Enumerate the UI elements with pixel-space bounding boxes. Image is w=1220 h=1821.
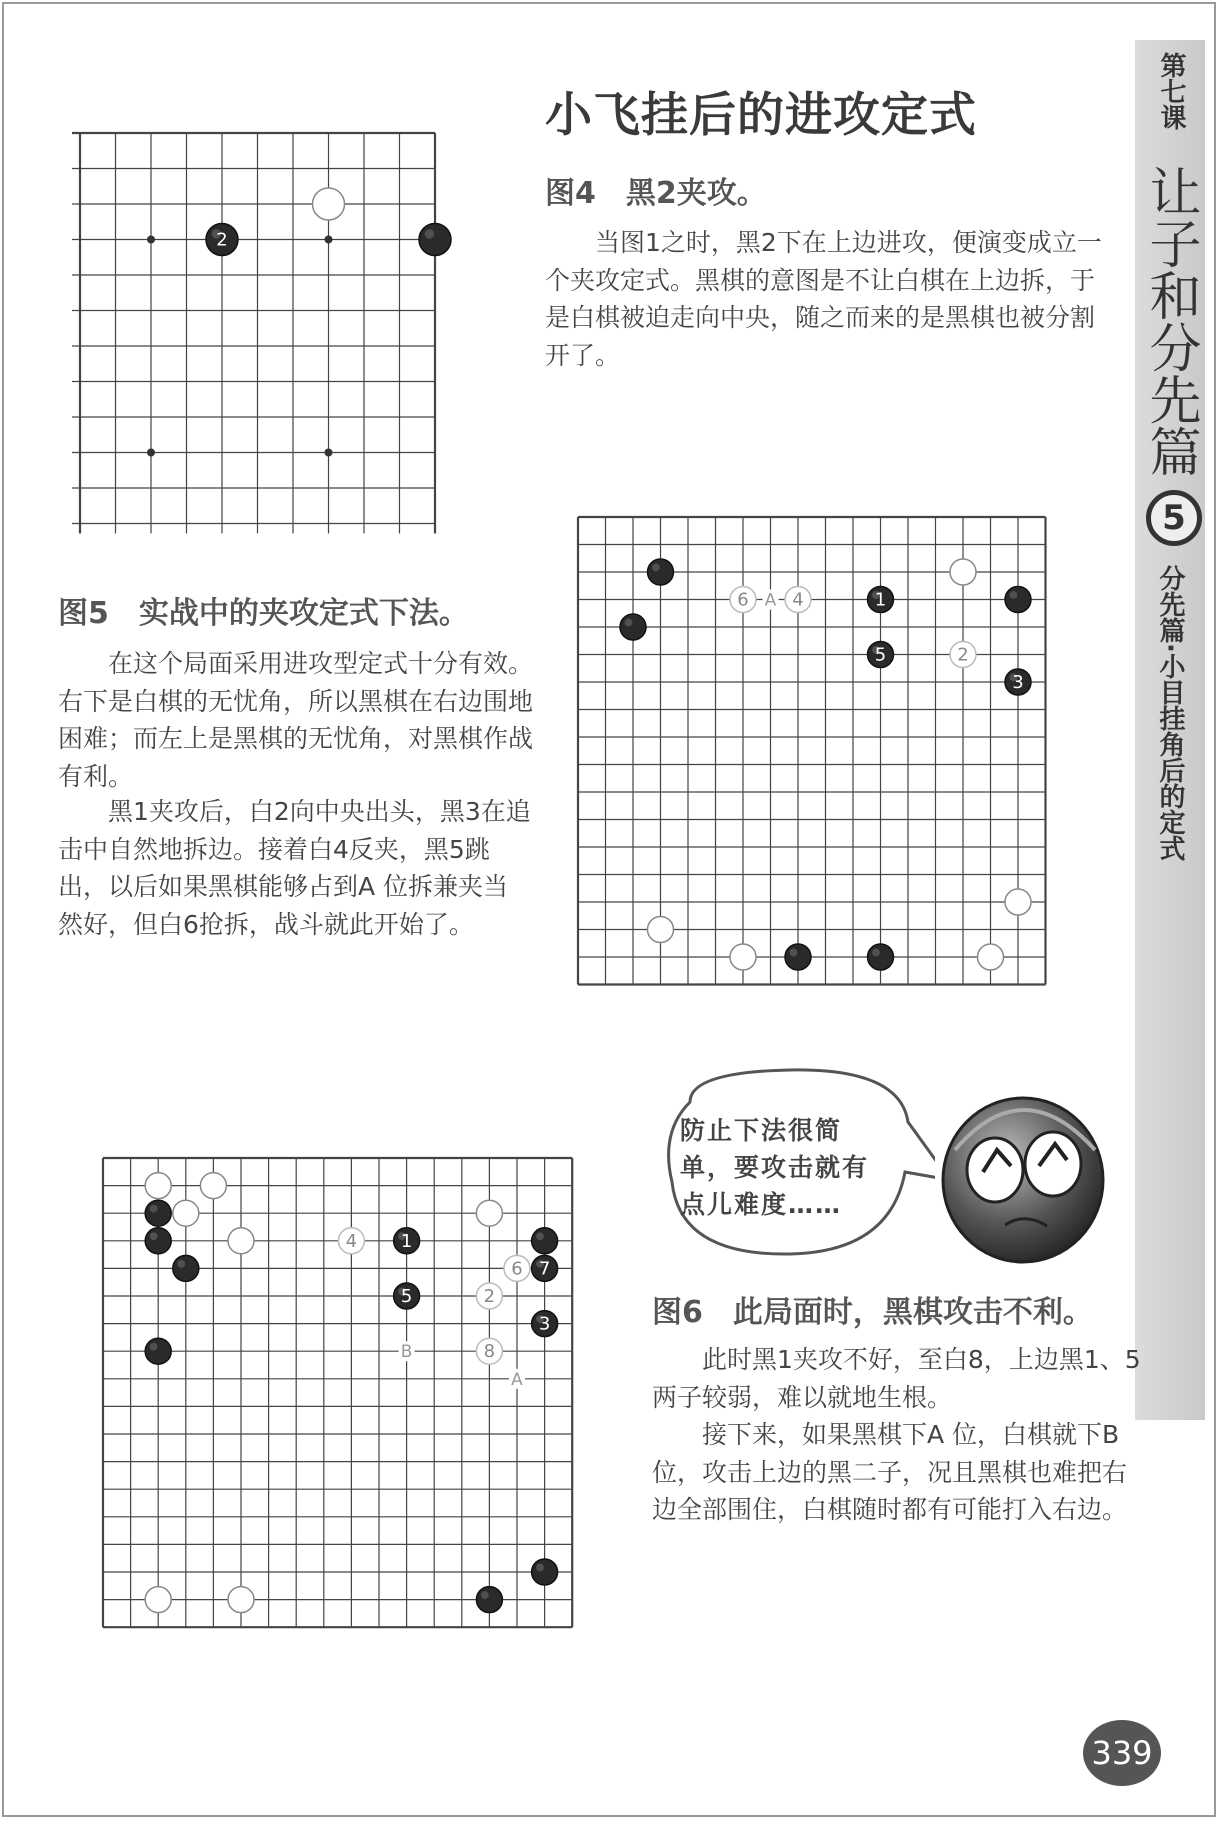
fig5-black-stone — [868, 944, 894, 970]
fig5-black-stone — [868, 587, 894, 613]
part-number-badge: 5 — [1146, 490, 1202, 546]
fig4-title: 黑2夹攻。 — [625, 176, 767, 211]
fig5-black-stone — [785, 944, 811, 970]
fig5-number: 图5 — [58, 596, 109, 631]
fig6-black-stone — [532, 1228, 558, 1254]
fig5-white-stone — [648, 917, 674, 943]
fig4-number: 图4 — [545, 176, 596, 211]
go-board-fig5 — [573, 512, 1068, 1020]
fig6-white-stone — [338, 1228, 364, 1254]
fig6-black-stone — [532, 1311, 558, 1337]
fig6-stone-number: 3 — [538, 1313, 551, 1335]
part-title: 让子和分先篇 — [1140, 165, 1200, 477]
fig6-black-stone — [532, 1559, 558, 1585]
fig6-text-2: 接下来，如果黑棋下A 位，白棋就下B位，攻击上边的黑二子，况且黑棋也难把右边全部围住，白棋随时都有可能打入右边。 — [652, 1420, 1128, 1524]
fig6-black-stone — [476, 1587, 502, 1613]
fig5-white-stone — [978, 944, 1004, 970]
fig6-black-stone — [394, 1228, 420, 1254]
fig6-stone-number: 6 — [511, 1258, 523, 1280]
fig4-white-stone — [313, 188, 345, 220]
fig6-white-stone — [145, 1587, 171, 1613]
fig5-title: 实战中的夹攻定式下法。 — [138, 596, 469, 631]
fig6-white-stone — [228, 1587, 254, 1613]
fig5-black-stone — [648, 559, 674, 585]
fig5-white-stone — [1005, 889, 1031, 915]
fig5-text-1: 在这个局面采用进攻型定式十分有效。右下是白棋的无忧角，所以黑棋在右边围地困难；而左上是黑棋的无忧角，对黑棋作战有利。 — [58, 649, 534, 791]
go-board-fig6 — [98, 1153, 593, 1658]
fig5-black-stone — [868, 642, 894, 668]
fig6-number: 图6 — [652, 1295, 703, 1330]
fig5-black-stone — [1005, 587, 1031, 613]
fig6-white-stone — [173, 1200, 199, 1226]
fig6-stone-number: 8 — [483, 1341, 496, 1363]
fig4-black-stone — [419, 224, 451, 256]
fig6-stone-number: 7 — [538, 1258, 551, 1280]
fig6-white-stone — [228, 1228, 254, 1254]
fig6-stone-number: 4 — [345, 1230, 358, 1252]
fig4-stone-number: 2 — [216, 229, 228, 251]
go-board-fig4 — [70, 125, 490, 545]
fig6-black-stone — [173, 1255, 199, 1281]
fig6-white-stone — [200, 1173, 226, 1199]
fig4-star-point — [147, 449, 155, 457]
fig5-mark-label: A — [764, 590, 777, 611]
fig6-white-stone — [476, 1283, 502, 1309]
fig5-stone-number: 2 — [957, 644, 969, 666]
fig5-white-stone — [950, 642, 976, 668]
fig4-heading — [545, 168, 767, 212]
fig6-white-stone — [504, 1255, 530, 1281]
fig6-grid — [103, 1158, 572, 1627]
fig6-black-stone — [145, 1200, 171, 1226]
go-stone-mascot-icon — [935, 1080, 1110, 1270]
fig5-black-stone — [1005, 669, 1031, 695]
page-title: 小飞挂后的进攻定式 — [545, 88, 977, 143]
fig6-stone-number: 2 — [483, 1286, 496, 1307]
fig5-black-stone — [620, 614, 646, 640]
fig5-stone-number: 1 — [874, 589, 887, 611]
page-number: 339 — [1083, 1720, 1161, 1786]
fig5-white-stone — [730, 944, 756, 970]
fig4-star-point — [325, 449, 333, 457]
fig5-stone-number: 4 — [792, 589, 804, 611]
fig6-text-1: 此时黑1夹攻不好，至白8，上边黑1、5两子较弱，难以就地生根。 — [652, 1345, 1141, 1412]
fig6-heading — [652, 1287, 1093, 1331]
fig6-white-stone — [145, 1173, 171, 1199]
bubble-text: 防止下法很简单，要攻击就有点儿难度…… — [680, 1116, 870, 1219]
fig4-grid — [72, 133, 435, 534]
fig4-black-stone — [206, 224, 238, 256]
fig6-black-stone — [532, 1255, 558, 1281]
fig6-mark-label: A — [511, 1369, 523, 1390]
fig4-star-point — [147, 236, 155, 244]
fig6-black-stone — [145, 1228, 171, 1254]
section-subtitle: 分先篇·小目挂角后的定式 — [1155, 565, 1185, 861]
fig6-black-stone — [145, 1338, 171, 1364]
fig5-white-stone — [950, 559, 976, 585]
fig4-star-point — [325, 236, 333, 244]
fig5-white-stone — [785, 587, 811, 613]
fig4-text: 当图1之时，黑2下在上边进攻，便演变成立一个夹攻定式。黑棋的意图是不让白棋在上边拆，于是白棋被迫走向中央，随之而来的是黑棋也被分割开了。 — [545, 228, 1102, 370]
lesson-label: 第七课 — [1156, 52, 1186, 130]
fig5-text-2: 黑1夹攻后，白2向中央出头，黑3在追击中自然地拆边。接着白4反夹，黑5跳出，以后如果黑棋能够占到A 位拆兼夹当然好，但白6抢拆，战斗就此开始了。 — [58, 797, 531, 939]
fig5-stone-number: 5 — [874, 644, 887, 666]
fig5-white-stone — [730, 587, 756, 613]
fig5-heading — [58, 588, 469, 632]
fig6-stone-number: 5 — [400, 1286, 413, 1307]
fig6-mark-label: B — [400, 1342, 413, 1363]
fig6-white-stone — [476, 1200, 502, 1226]
fig6-title: 此局面时，黑棋攻击不利。 — [732, 1295, 1093, 1330]
fig6-white-stone — [476, 1338, 502, 1364]
fig5-stone-number: 3 — [1012, 672, 1024, 693]
fig5-stone-number: 6 — [737, 589, 749, 611]
fig6-stone-number: 1 — [400, 1230, 413, 1252]
fig5-grid — [578, 517, 1046, 985]
fig6-black-stone — [394, 1283, 420, 1309]
